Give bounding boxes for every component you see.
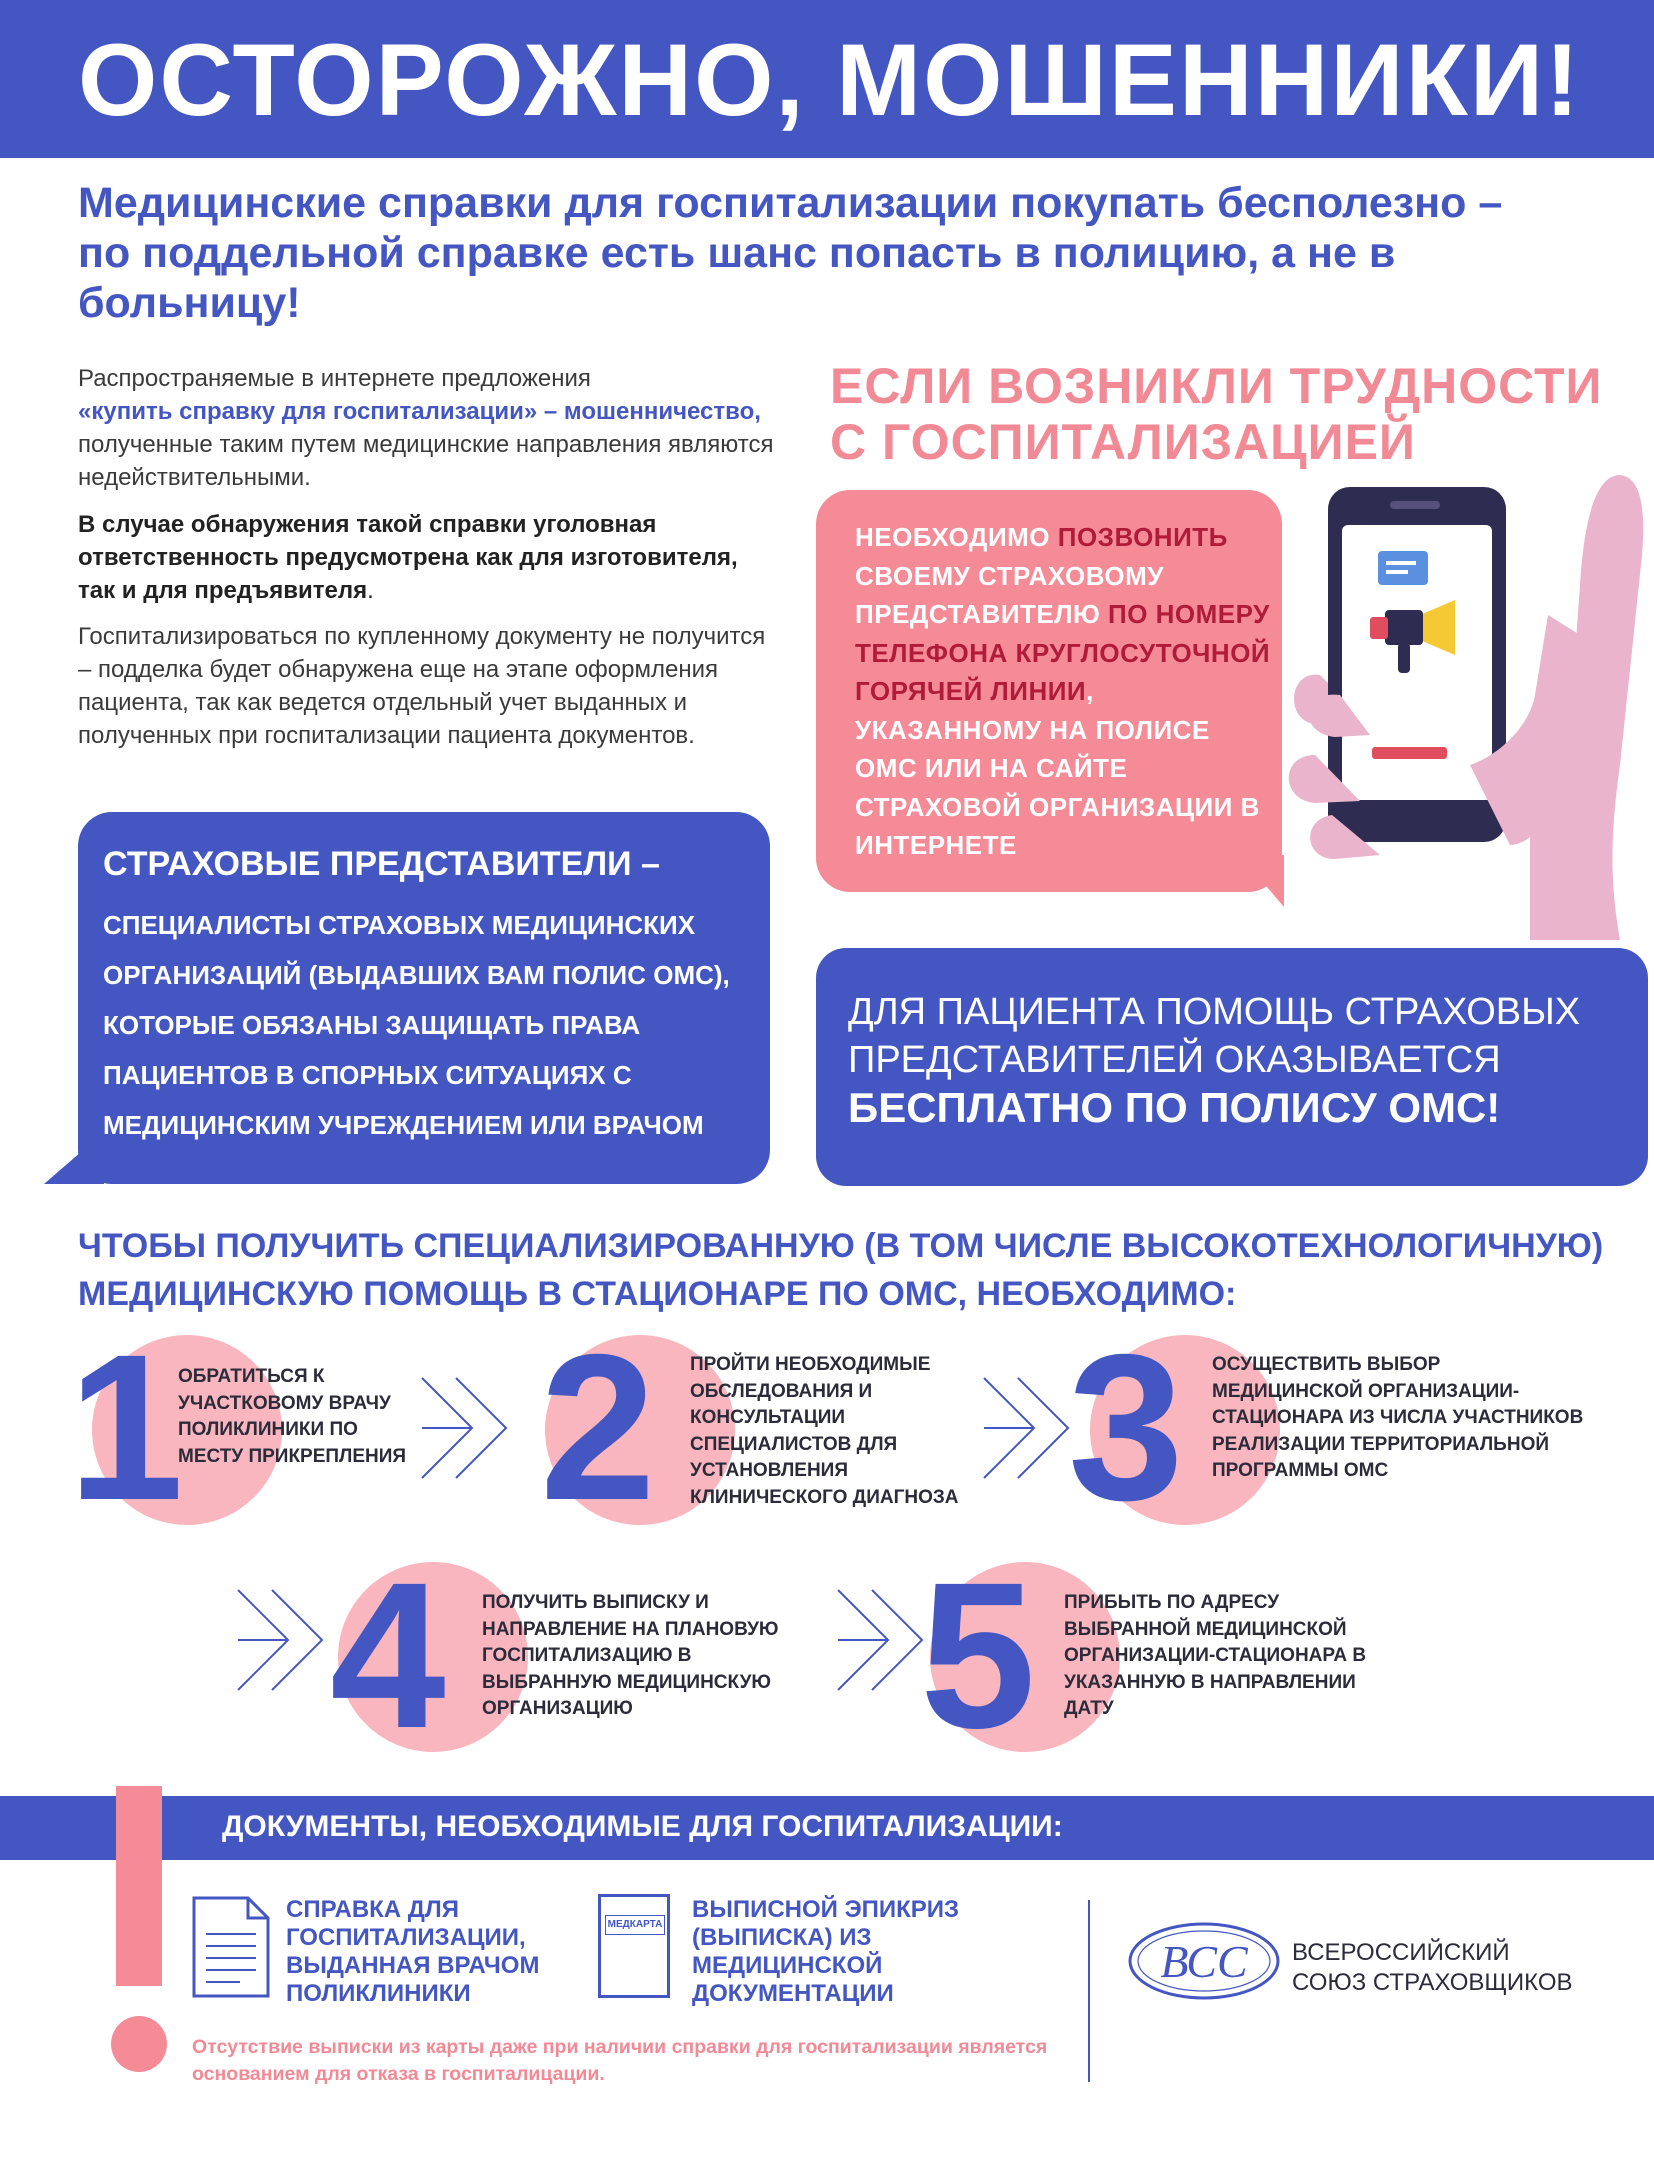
vss-logo-letters: ВСС bbox=[1160, 1936, 1248, 1987]
step-1-text: ОБРАТИТЬСЯ К УЧАСТКОВОМУ ВРАЧУ ПОЛИКЛИНИКИ ПО МЕСТУ ПРИКРЕПЛЕНИЯ bbox=[178, 1366, 407, 1467]
intro-paragraph-2 bbox=[78, 508, 778, 607]
vertical-divider bbox=[1088, 1900, 1090, 2082]
step-2-text: ПРОЙТИ НЕОБХОДИМЫЕ ОБСЛЕДОВАНИЯ И КОНСУЛЬТАЦИИ СПЕЦИАЛИСТОВ ДЛЯ УСТАНОВЛЕНИЯ КЛИНИЧЕСКОГО ДИАГНОЗА bbox=[690, 1354, 959, 1508]
arrow-icon bbox=[836, 1588, 926, 1692]
free-help-line: ДЛЯ ПАЦИЕНТА ПОМОЩЬ СТРАХОВЫХ ПРЕДСТАВИТЕЛЕЙ ОКАЗЫВАЕТСЯ bbox=[848, 991, 1581, 1081]
intro-p2-dot: . bbox=[367, 577, 374, 604]
representatives-text: СПЕЦИАЛИСТЫ СТРАХОВЫХ МЕДИЦИНСКИХ ОРГАНИЗАЦИЙ (ВЫДАВШИХ ВАМ ПОЛИС ОМС), КОТОРЫЕ ОБЯЗАНЫ ЗАЩИЩАТЬ ПРАВА ПАЦИЕНТОВ В СПОРНЫХ СИТУАЦИЯХ С МЕДИЦИНСКИМ УЧРЕЖДЕНИЕМ ИЛИ ВРАЧОМ bbox=[103, 910, 730, 1140]
free-help-text bbox=[848, 988, 1638, 1134]
chat-icon bbox=[1378, 551, 1428, 585]
intro-p1-highlight: «купить справку для госпитализации» – мошенничество, bbox=[78, 398, 761, 425]
representatives-bubble-tail bbox=[44, 1132, 104, 1184]
intro-p1-text: Распространяемые в интернете предложения bbox=[78, 365, 591, 392]
free-help-bold: БЕСПЛАТНО ПО ПОЛИСУ ОМС! bbox=[848, 1084, 1501, 1131]
step-2-number: 2 bbox=[540, 1312, 656, 1544]
call-text-call: ПОЗВОНИТЬ bbox=[1057, 522, 1228, 552]
documents-footnote: Отсутствие выписки из карты даже при наличии справки для госпитализации является основанием для отказа в госпиталицации. bbox=[192, 2036, 1048, 2085]
document-icon bbox=[192, 1896, 270, 1998]
difficulty-title: ЕСЛИ ВОЗНИКЛИ ТРУДНОСТИ С ГОСПИТАЛИЗАЦИЕЙ bbox=[830, 358, 1603, 470]
call-text-5: , УКАЗАННОМУ НА ПОЛИСЕ ОМС ИЛИ НА САЙТЕ СТРАХОВОЙ ОРГАНИЗАЦИИ В ИНТЕРНЕТЕ bbox=[855, 676, 1260, 860]
medcard-label: МЕДКАРТА bbox=[605, 1915, 665, 1935]
exclamation-icon bbox=[110, 1786, 168, 2076]
intro-p1-text-b: полученные таким путем медицинские направления являются недействительными. bbox=[78, 431, 774, 491]
organization-name bbox=[1292, 1938, 1573, 1998]
step-3-text: ОСУЩЕСТВИТЬ ВЫБОР МЕДИЦИНСКОЙ ОРГАНИЗАЦИИ-СТАЦИОНАРА ИЗ ЧИСЛА УЧАСТНИКОВ РЕАЛИЗАЦИИ ТЕРРИТОРИАЛЬНОЙ ПРОГРАММЫ ОМС bbox=[1212, 1354, 1584, 1481]
call-text-hotline: ПО НОМЕРУ ТЕЛЕФОНА КРУГЛОСУТОЧНОЙ ГОРЯЧЕЙ ЛИНИИ bbox=[855, 599, 1271, 706]
subheadline: Медицинские справки для госпитализации покупать бесполезно – по поддельной справке есть шанс попасть в полицию, а не в больницу! bbox=[78, 179, 1503, 327]
step-1-number: 1 bbox=[68, 1312, 184, 1544]
call-instructions bbox=[855, 518, 1275, 865]
arrow-icon bbox=[982, 1376, 1072, 1480]
page-title: ОСТОРОЖНО, МОШЕННИКИ! bbox=[78, 23, 1582, 137]
call-text-1: НЕОБХОДИМО bbox=[855, 522, 1058, 552]
step-5-number: 5 bbox=[920, 1540, 1036, 1772]
call-text-3: СВОЕМУ СТРАХОВОМУ ПРЕДСТАВИТЕЛЮ bbox=[855, 560, 1164, 629]
document-2-text: ВЫПИСНОЙ ЭПИКРИЗ (ВЫПИСКА) ИЗ МЕДИЦИНСКОЙ ДОКУМЕНТАЦИИ bbox=[692, 1896, 960, 2007]
intro-p2-text: В случае обнаружения такой справки уголовная ответственность предусмотрена как для изготовителя, так и для предъявителя bbox=[78, 511, 738, 604]
representatives-title: СТРАХОВЫЕ ПРЕДСТАВИТЕЛИ – bbox=[103, 845, 660, 883]
intro-paragraph-3: Госпитализироваться по купленному документу не получится – подделка будет обнаружена еще на этапе оформления пациента, так как ведется отдельный учет выданных и полученных при госпитализации пациента документов. bbox=[78, 623, 766, 749]
medcard-icon bbox=[598, 1894, 670, 1998]
hand-phone-illustration bbox=[1280, 465, 1654, 940]
arrow-icon bbox=[236, 1588, 326, 1692]
org-name-line-1: ВСЕРОССИЙСКИЙ bbox=[1292, 1939, 1510, 1966]
steps-heading: ЧТОБЫ ПОЛУЧИТЬ СПЕЦИАЛИЗИРОВАННУЮ (В ТОМ ЧИСЛЕ ВЫСОКОТЕХНОЛОГИЧНУЮ) МЕДИЦИНСКУЮ ПОМОЩЬ В СТАЦИОНАРЕ ПО ОМС, НЕОБХОДИМО: bbox=[78, 1227, 1604, 1313]
step-4-text: ПОЛУЧИТЬ ВЫПИСКУ И НАПРАВЛЕНИЕ НА ПЛАНОВУЮ ГОСПИТАЛИЗАЦИЮ В ВЫБРАННУЮ МЕДИЦИНСКУЮ ОРГАНИЗАЦИЮ bbox=[482, 1592, 779, 1719]
org-name-line-2: СОЮЗ СТРАХОВЩИКОВ bbox=[1292, 1969, 1573, 1996]
step-3-number: 3 bbox=[1068, 1312, 1184, 1544]
step-5-text: ПРИБЫТЬ ПО АДРЕСУ ВЫБРАННОЙ МЕДИЦИНСКОЙ ОРГАНИЗАЦИИ-СТАЦИОНАРА В УКАЗАННУЮ В НАПРАВЛЕНИИ ДАТУ bbox=[1064, 1592, 1367, 1719]
arrow-icon bbox=[420, 1376, 510, 1480]
document-1-text: СПРАВКА ДЛЯ ГОСПИТАЛИЗАЦИИ, ВЫДАННАЯ ВРАЧОМ ПОЛИКЛИНИКИ bbox=[286, 1896, 540, 2007]
intro-paragraph-1 bbox=[78, 362, 778, 494]
documents-title: ДОКУМЕНТЫ, НЕОБХОДИМЫЕ ДЛЯ ГОСПИТАЛИЗАЦИИ: bbox=[222, 1810, 1063, 1843]
step-4-number: 4 bbox=[330, 1540, 446, 1772]
vss-logo bbox=[1126, 1920, 1282, 2002]
